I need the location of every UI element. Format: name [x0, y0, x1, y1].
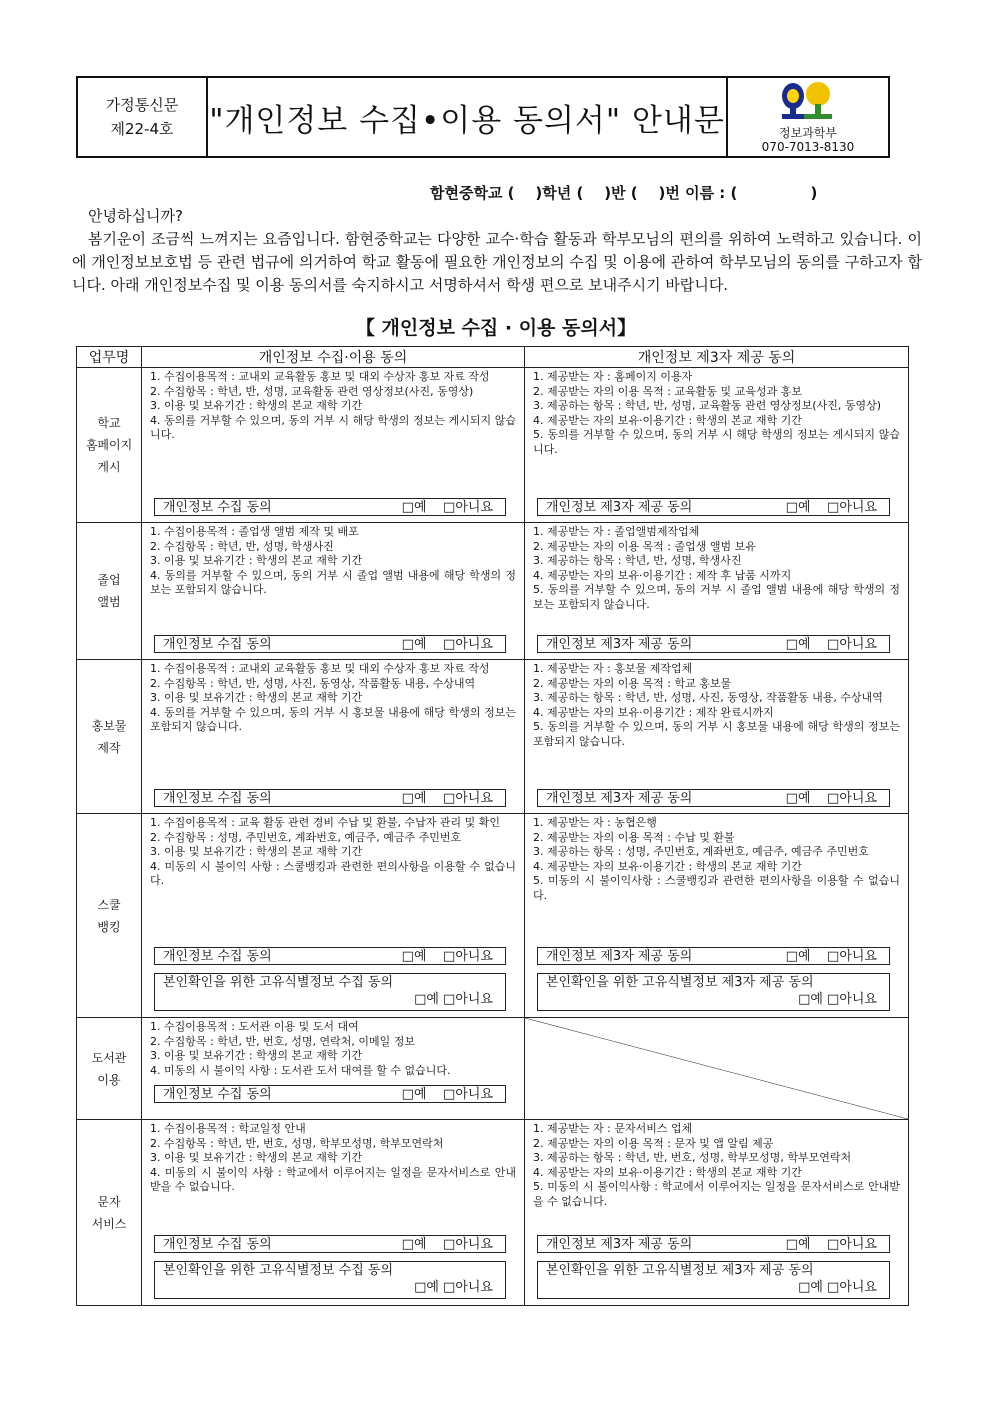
row-category: [77, 660, 142, 814]
notice-header: [76, 76, 890, 158]
consent-item-text: 4. 동의를 거부할 수 있으며, 동의 거부 시 졸업 앨범 내용에 해당 학생의 정보는 포함되지 않습니다.: [150, 568, 516, 596]
third-party-cell: [525, 1120, 909, 1306]
label-text: 홈페이지: [85, 438, 133, 452]
third-party-consent-checkbox[interactable]: [537, 947, 890, 965]
row-category: [77, 1018, 142, 1120]
yes-no-options: □예 □아니요: [414, 992, 493, 1007]
label-text: 개인정보 제3자 제공 동의: [546, 949, 693, 964]
consent-item-text: 2. 수집항목 : 성명, 주민번호, 계좌번호, 예금주, 예금주 주민번호: [150, 830, 462, 844]
consent-item-text: 1. 수집이용목적 : 교육 활동 관련 경비 수납 및 환불, 수납자 관리 및 확인: [150, 816, 501, 829]
consent-item-text: 5. 동의를 거부할 수 있으며, 동의 거부 시 홍보물 내용에 해당 학생의 정보는 포함되지 않습니다.: [533, 720, 900, 748]
consent-item-text: 3. 이용 및 보유기간 : 학생의 본교 재학 기간: [150, 691, 363, 704]
collect-consent-checkbox[interactable]: [154, 789, 506, 807]
consent-item-text: 5. 동의를 거부할 수 있으며, 동의 거부 시 졸업 앨범 내용에 해당 학생의 정보는 포함되지 않습니다.: [533, 583, 900, 611]
yes-no-options: □예 □아니요: [401, 791, 493, 806]
label-text: 스쿨: [97, 897, 121, 912]
consent-item-text: 3. 이용 및 보유기간 : 학생의 본교 재학 기간: [150, 399, 363, 412]
consent-item-text: 4. 동의를 거부할 수 있으며, 동의 거부 시 해당 학생의 정보는 게시되지 않습니다.: [150, 413, 516, 441]
header-third-party: 개인정보 제3자 제공 동의: [525, 347, 909, 368]
consent-item-text: 2. 수집항목 : 학년, 반, 성명, 사진, 동영상, 작품활동 내용, 수상내역: [150, 676, 476, 690]
row-category: [77, 368, 142, 523]
collect-consent-checkbox[interactable]: [154, 635, 506, 653]
consent-item-text: 4. 제공받는 자의 보유·이용기간 : 제작 후 납품 시까지: [533, 568, 792, 582]
collect-cell: [142, 660, 525, 814]
consent-item-text: 3. 제공하는 항목 : 학년, 반, 성명, 교육활동 관련 영상정보(사진, 동영상): [533, 399, 882, 412]
collect-cell: [142, 814, 525, 1018]
header-collect: 개인정보 수집·이용 동의: [142, 347, 525, 368]
consent-item-text: 1. 제공받는 자 : 졸업앨범제작업체: [533, 525, 700, 538]
yes-no-options: □예 □아니요: [401, 500, 493, 515]
consent-item-text: 4. 미동의 시 불이익 사항 : 학교에서 이루어지는 일정을 문자서비스로 안내받을 수 없습니다.: [150, 1165, 516, 1193]
consent-item-text: 1. 제공받는 자 : 홈페이지 이용자: [533, 370, 693, 383]
consent-table: [76, 346, 909, 1306]
consent-item-text: 3. 제공하는 항목 : 학년, 반, 성명, 학생사진: [533, 554, 742, 567]
yes-no-options: □예 □아니요: [785, 637, 877, 652]
letter-body: [72, 205, 922, 297]
third-party-consent-checkbox[interactable]: [537, 498, 890, 516]
consent-item-text: 3. 이용 및 보유기간 : 학생의 본교 재학 기간: [150, 1049, 363, 1062]
yes-no-options: □예 □아니요: [401, 1087, 493, 1102]
consent-item-text: 1. 수집이용목적 : 졸업생 앨범 제작 및 배포: [150, 525, 359, 538]
unique-id-third-party-checkbox[interactable]: [537, 1261, 890, 1299]
label-text: 홍보물: [91, 718, 127, 733]
row-category: [77, 814, 142, 1018]
consent-item-text: 2. 제공받는 자의 이용 목적 : 문자 및 앱 알림 제공: [533, 1136, 774, 1150]
label-text: 본인확인을 위한 고유식별정보 수집 동의: [163, 1263, 394, 1278]
third-party-consent-checkbox[interactable]: [537, 635, 890, 653]
label-text: 개인정보 수집 동의: [163, 791, 272, 806]
consent-item-text: 4. 동의를 거부할 수 있으며, 동의 거부 시 홍보물 내용에 해당 학생의 정보는 포함되지 않습니다.: [150, 705, 516, 733]
yes-no-options: □예 □아니요: [798, 1280, 877, 1295]
consent-item-text: 1. 제공받는 자 : 홍보물 제작업체: [533, 662, 693, 675]
consent-item-text: 2. 제공받는 자의 이용 목적 : 졸업생 앨범 보유: [533, 539, 756, 553]
yes-no-options: □예 □아니요: [785, 1237, 877, 1252]
label-text: 본인확인을 위한 고유식별정보 제3자 제공 동의: [546, 975, 814, 990]
third-party-cell: [525, 814, 909, 1018]
label-text: 개인정보 제3자 제공 동의: [546, 500, 693, 515]
third-party-cell: [525, 368, 909, 523]
greeting-text: 안녕하십니까?: [88, 207, 183, 225]
header-task: 업무명: [77, 347, 142, 368]
third-party-cell: [525, 523, 909, 660]
not-applicable-diagonal: [525, 1018, 908, 1119]
third-party-cell-empty: [525, 1018, 909, 1120]
consent-item-text: 3. 이용 및 보유기간 : 학생의 본교 재학 기간: [150, 554, 363, 567]
consent-item-text: 2. 수집항목 : 학년, 반, 성명, 교육활동 관련 영상정보(사진, 동영상): [150, 384, 474, 398]
collect-cell: [142, 1018, 525, 1120]
consent-item-text: 3. 제공하는 항목 : 성명, 주민번호, 계좌번호, 예금주, 예금주 주민번호: [533, 845, 869, 858]
consent-item-text: 4. 제공받는 자의 보유·이용기간 : 학생의 본교 재학 기간: [533, 1165, 802, 1179]
yes-no-options: □예 □아니요: [401, 1237, 493, 1252]
third-party-consent-checkbox[interactable]: [537, 789, 890, 807]
unique-id-collect-checkbox[interactable]: [154, 973, 506, 1011]
label-text: 개인정보 수집 동의: [163, 949, 272, 964]
label-text: 개인정보 수집 동의: [163, 500, 272, 515]
school-logo-icon: [780, 78, 836, 122]
consent-item-text: 2. 수집항목 : 학년, 반, 번호, 성명, 학부모성명, 학부모연락처: [150, 1136, 444, 1150]
consent-item-text: 3. 이용 및 보유기간 : 학생의 본교 재학 기간: [150, 1151, 363, 1164]
consent-item-text: 4. 미동의 시 불이익 사항 : 도서관 도서 대여를 할 수 없습니다.: [150, 1063, 451, 1077]
collect-consent-checkbox[interactable]: [154, 1085, 506, 1103]
consent-item-text: 4. 제공받는 자의 보유·이용기간 : 제작 완료시까지: [533, 705, 774, 719]
collect-consent-checkbox[interactable]: [154, 1235, 506, 1253]
consent-item-text: 1. 제공받는 자 : 농협은행: [533, 816, 657, 829]
yes-no-options: □예 □아니요: [414, 1280, 493, 1295]
yes-no-options: □예 □아니요: [401, 949, 493, 964]
label-text: 본인확인을 위한 고유식별정보 제3자 제공 동의: [546, 1263, 814, 1278]
collect-consent-checkbox[interactable]: [154, 947, 506, 965]
department-name: 정보과학부: [779, 126, 837, 140]
unique-id-collect-checkbox[interactable]: [154, 1261, 506, 1299]
yes-no-options: □예 □아니요: [785, 949, 877, 964]
label-text: 졸업: [97, 573, 121, 587]
row-category: [77, 1120, 142, 1306]
consent-item-text: 1. 수집이용목적 : 교내외 교육활동 홍보 및 대외 수상자 홍보 자료 작성: [150, 370, 490, 383]
collect-cell: [142, 523, 525, 660]
label-text: 도서관: [91, 1050, 127, 1065]
label-text: 서비스: [91, 1216, 127, 1231]
third-party-consent-checkbox[interactable]: [537, 1235, 890, 1253]
yes-no-options: □예 □아니요: [798, 992, 877, 1007]
label-text: 문자: [97, 1194, 121, 1209]
notice-type: 가정통신문: [105, 96, 179, 114]
label-text: 게시: [97, 460, 121, 474]
page-title: "개인정보 수집•이용 동의서" 안내문: [209, 102, 725, 139]
label-text: 개인정보 수집 동의: [163, 1237, 272, 1252]
consent-item-text: 2. 제공받는 자의 이용 목적 : 학교 홍보물: [533, 676, 732, 690]
consent-item-text: 4. 제공받는 자의 보유·이용기간 : 학생의 본교 재학 기간: [533, 413, 802, 427]
consent-item-text: 1. 제공받는 자 : 문자서비스 업체: [533, 1122, 693, 1135]
yes-no-options: □예 □아니요: [401, 637, 493, 652]
collect-cell: [142, 368, 525, 523]
unique-id-third-party-checkbox[interactable]: [537, 973, 890, 1011]
label-text: 뱅킹: [97, 919, 121, 934]
department-phone: 070-7013-8130: [761, 140, 855, 154]
yes-no-options: □예 □아니요: [785, 500, 877, 515]
label-text: 본인확인을 위한 고유식별정보 수집 동의: [163, 975, 394, 990]
label-text: 앨범: [97, 595, 121, 609]
consent-item-text: 4. 미동의 시 불이익 사항 : 스쿨뱅킹과 관련한 편의사항을 이용할 수 없습니다.: [150, 859, 516, 887]
collect-cell: [142, 1120, 525, 1306]
consent-item-text: 1. 수집이용목적 : 도서관 이용 및 도서 대여: [150, 1020, 359, 1033]
consent-item-text: 5. 미동의 시 불이익사항 : 스쿨뱅킹과 관련한 편의사항을 이용할 수 없습니다.: [533, 874, 900, 902]
notice-number: 제22-4호: [110, 120, 174, 138]
label-text: 학교: [97, 416, 121, 430]
label-text: 개인정보 제3자 제공 동의: [546, 1237, 693, 1252]
collect-consent-checkbox[interactable]: [154, 498, 506, 516]
label-text: 개인정보 제3자 제공 동의: [546, 637, 693, 652]
consent-item-text: 1. 수집이용목적 : 교내외 교육활동 홍보 및 대외 수상자 홍보 자료 작성: [150, 662, 490, 675]
consent-item-text: 5. 동의를 거부할 수 있으며, 동의 거부 시 해당 학생의 정보는 게시되지 않습니다.: [533, 428, 900, 456]
student-info-line: 함현중학교 ( )학년 ( )반 ( )번 이름 : ( ): [430, 184, 818, 202]
consent-item-text: 2. 제공받는 자의 이용 목적 : 교육활동 및 교육성과 홍보: [533, 384, 802, 398]
label-text: 개인정보 수집 동의: [163, 637, 272, 652]
consent-item-text: 1. 수집이용목적 : 학교일정 안내: [150, 1122, 306, 1135]
label-text: 개인정보 제3자 제공 동의: [546, 791, 693, 806]
consent-item-text: 3. 이용 및 보유기간 : 학생의 본교 재학 기간: [150, 845, 363, 858]
consent-item-text: 2. 수집항목 : 학년, 반, 성명, 학생사진: [150, 539, 334, 553]
consent-item-text: 4. 제공받는 자의 보유·이용기간 : 학생의 본교 재학 기간: [533, 859, 802, 873]
consent-item-text: 2. 제공받는 자의 이용 목적 : 수납 및 환불: [533, 830, 735, 844]
consent-item-text: 3. 제공하는 항목 : 학년, 반, 번호, 성명, 학부모성명, 학부모연락처: [533, 1151, 852, 1164]
consent-item-text: 3. 제공하는 항목 : 학년, 반, 성명, 사진, 동영상, 작품활동 내용, 수상내역: [533, 691, 883, 704]
third-party-cell: [525, 660, 909, 814]
consent-item-text: 5. 미동의 시 불이익사항 : 학교에서 이루어지는 일정을 문자서비스로 안내받을 수 없습니다.: [533, 1180, 900, 1208]
row-category: [77, 523, 142, 660]
yes-no-options: □예 □아니요: [785, 791, 877, 806]
label-text: 개인정보 수집 동의: [163, 1087, 272, 1102]
school-logo-box: [726, 78, 888, 156]
label-text: 제작: [97, 740, 121, 755]
label-text: 이용: [97, 1072, 121, 1087]
letter-paragraph: 봄기운이 조금씩 느껴지는 요즘입니다. 함현중학교는 다양한 교수·학습 활동과 학부모님의 편의를 위하여 노력하고 있습니다. 이에 개인정보보호법 등 관련 법규에 의거하여 학교 활동에 필요한 개인정보의 수집 및 이용에 관하여 학부모님의 동의를 구하고자 합니다. 아래 개인정보수집 및 이용 동의서를 숙지하시고 서명하셔서 학생 편으로 보내주시기 바랍니다.: [72, 230, 922, 294]
notice-number-box: [78, 78, 208, 156]
consent-item-text: 2. 수집항목 : 학년, 반, 번호, 성명, 연락처, 이메일 정보: [150, 1034, 416, 1048]
form-title: 【 개인정보 수집 · 이용 동의서】: [355, 317, 637, 339]
